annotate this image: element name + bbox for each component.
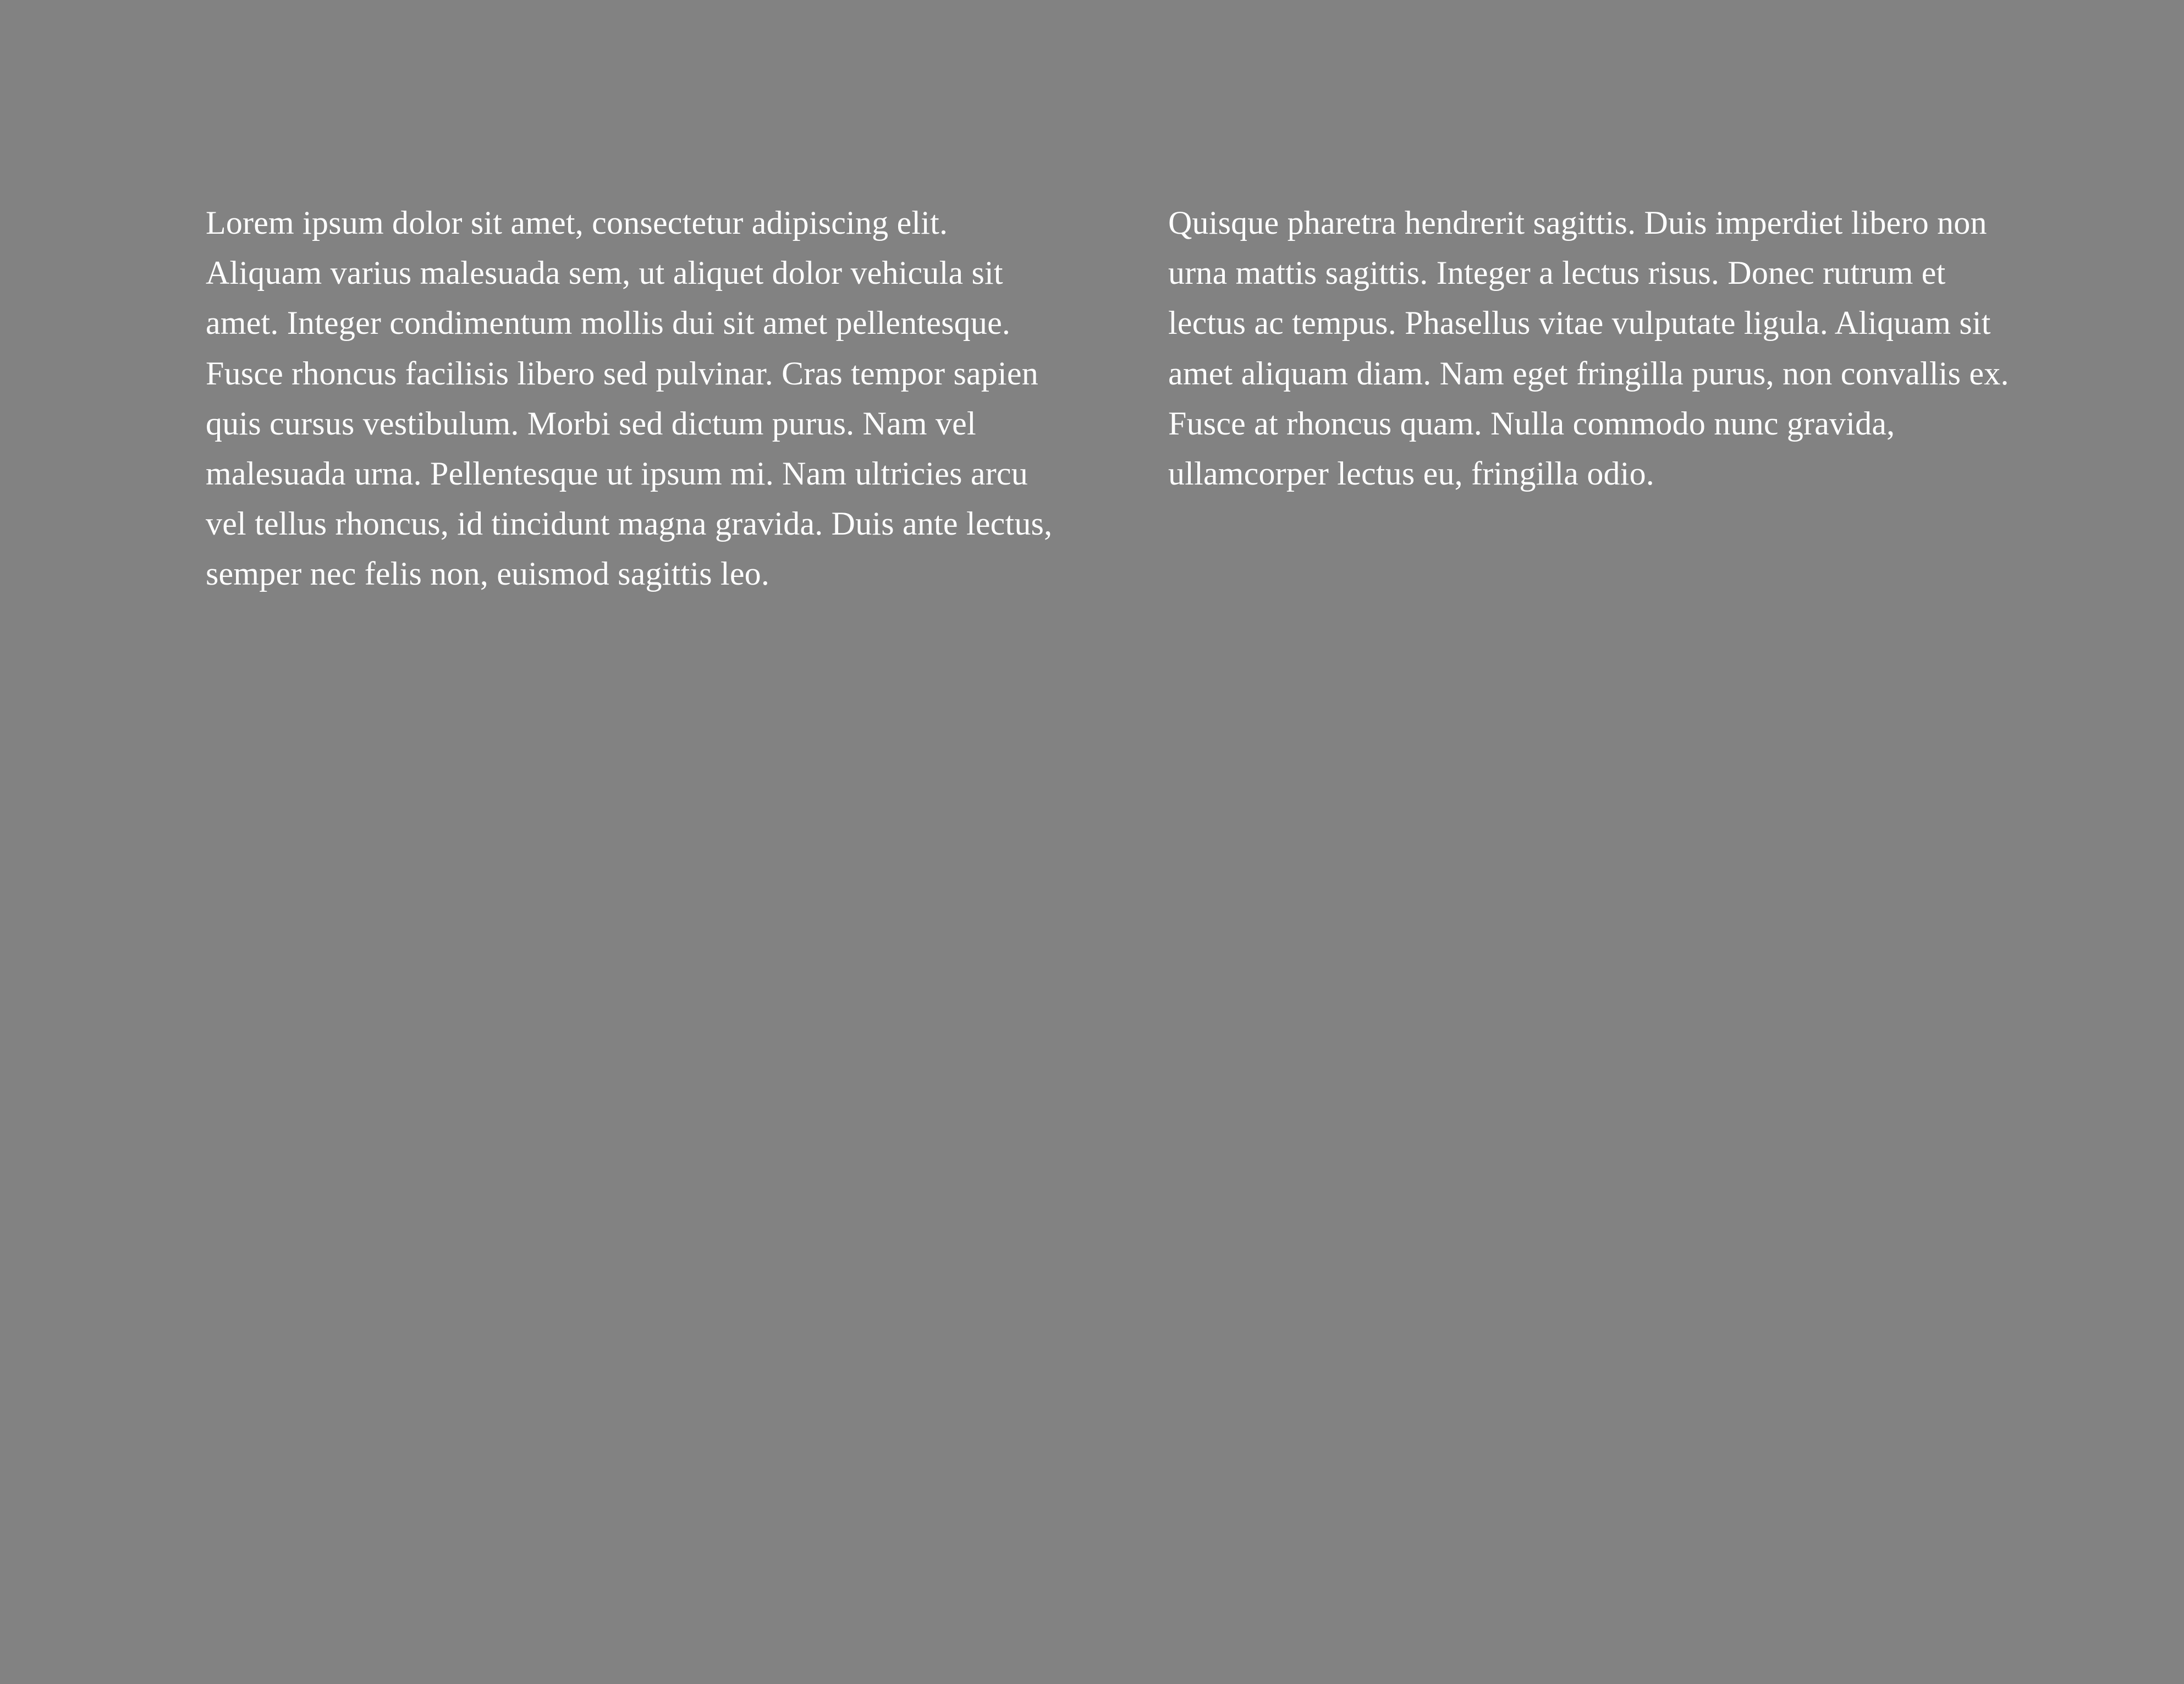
right-column-paragraph: Quisque pharetra hendrerit sagittis. Duis imperdiet libero non urna mattis sagittis. Integer a lectus risus. Donec rutrum et lectus ac tempus. Phasellus vitae vulputate ligula. Aliquam sit amet aliquam diam. Nam eget fringilla purus, non convallis ex. Fusce at rhoncus quam. Nulla commodo nunc gravida, ullamcorper lectus eu, fringilla odio.: [1168, 205, 2009, 492]
left-column-paragraph: Lorem ipsum dolor sit amet, consectetur adipiscing elit. Aliquam varius malesuada sem, ut aliquet dolor vehicula sit amet. Integer condimentum mollis dui sit amet pellentesque. Fusce rhoncus facilisis libero sed pulvinar. Cras tempor sapien quis cursus vestibulum. Morbi sed dictum purus. Nam vel malesuada urna. Pellentesque ut ipsum mi. Nam ultricies arcu vel tellus rhoncus, id tincidunt magna gravida. Duis ante lectus, semper nec felis non, euismod sagittis leo.: [206, 205, 1053, 592]
left-text-column: [206, 198, 1058, 599]
right-text-column: [1168, 198, 2021, 599]
two-column-text-layout: [206, 198, 2021, 599]
